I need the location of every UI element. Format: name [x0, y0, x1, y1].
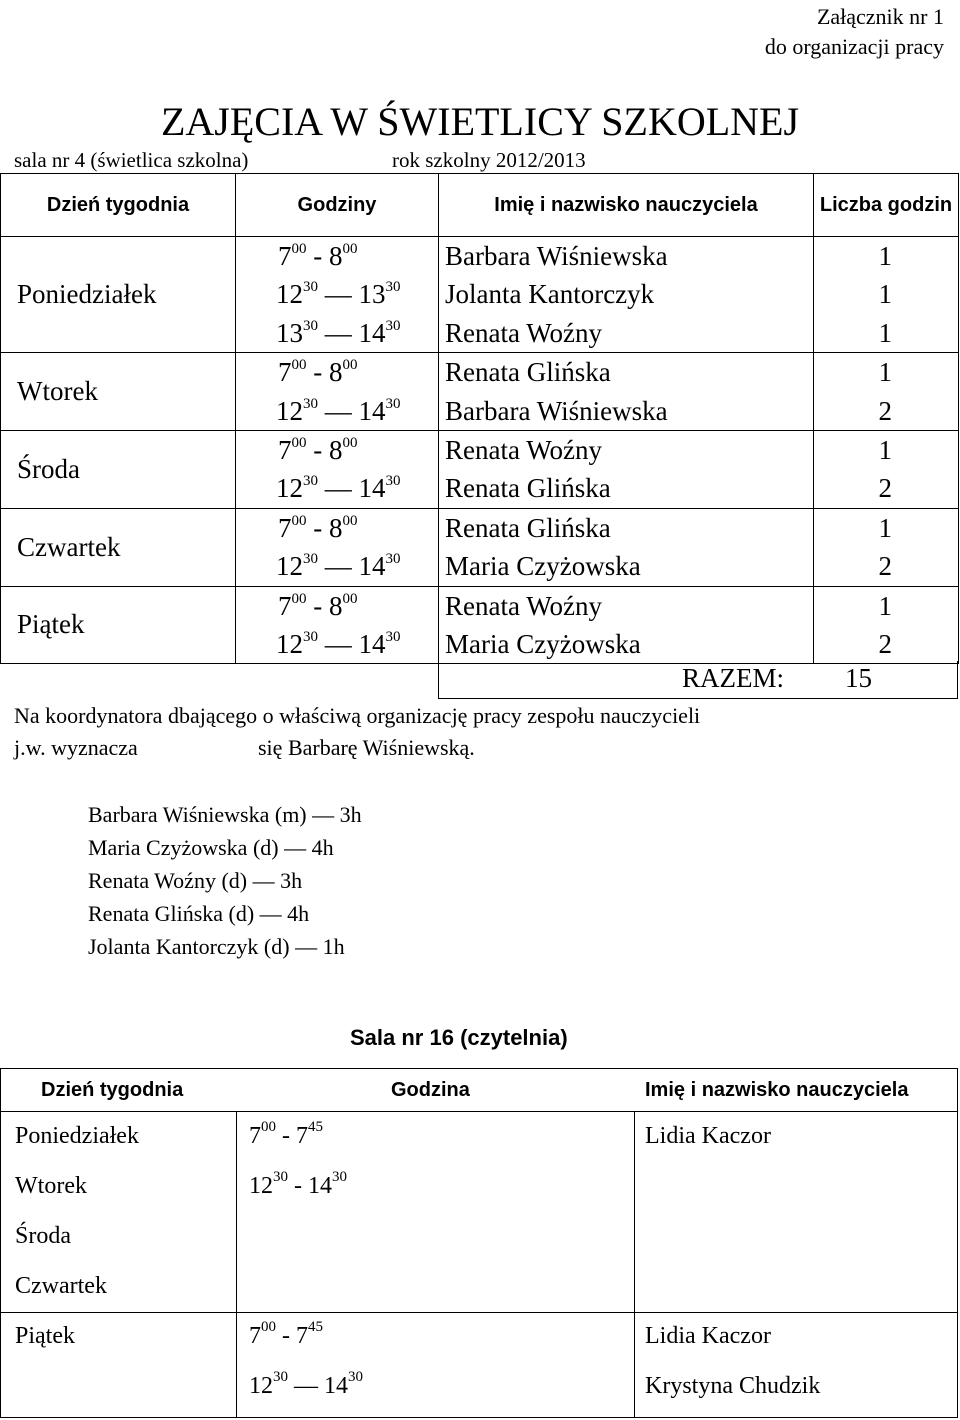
row-divider: [1, 1312, 957, 1313]
t2-day: Czwartek: [15, 1273, 107, 1299]
day-label: Piątek: [17, 609, 85, 640]
coordinator-note-line-1: Na koordynatora dbającego o właściwą organizację pracy zespołu nauczycieli: [14, 703, 701, 728]
teacher-name: Barbara Wiśniewska: [445, 395, 668, 426]
teacher-name: Renata Woźny: [445, 590, 603, 621]
schedule-day-row: [1, 353, 959, 431]
teacher-cell: [439, 237, 814, 353]
count-cell: [814, 237, 959, 353]
time-range: $12^{30}$ — $14^{30}$: [276, 473, 401, 504]
schedule-header-row: [1, 174, 959, 237]
time-range: $12^{30}$ — $13^{30}$: [276, 279, 401, 310]
t2-time: $12^{30}$ — $14^{30}$: [249, 1369, 363, 1399]
hours-cell: [236, 353, 439, 431]
teacher-name: Renata Glińska: [445, 512, 611, 543]
time-range: $7^{00} - 8^{00}$: [278, 357, 358, 388]
time-range: $12^{30}$ — $14^{30}$: [276, 551, 401, 582]
schedule-day-row: [1, 237, 959, 353]
t2-teacher: Lidia Kaczor: [645, 1323, 771, 1349]
summary-item: Jolanta Kantorczyk (d) — 1h: [88, 934, 345, 959]
day-label: Środa: [17, 453, 80, 484]
hours-count: 1: [878, 279, 892, 310]
t2-header-teacher: Imię i nazwisko nauczyciela: [645, 1079, 909, 1101]
day-cell: [1, 353, 236, 431]
hours-cell: [236, 508, 439, 586]
t2-header-day: Dzień tygodnia: [41, 1079, 184, 1101]
schedule-day-row: [1, 430, 959, 508]
header-day: Dzień tygodnia: [1, 174, 236, 237]
hours-count: 2: [878, 551, 892, 582]
attachment-note: [765, 2, 944, 62]
column-divider: [236, 1111, 237, 1417]
attachment-line-1: Załącznik nr 1: [816, 4, 944, 29]
teacher-name: Jolanta Kantorczyk: [445, 279, 655, 310]
teacher-cell: [439, 508, 814, 586]
day-cell: [1, 508, 236, 586]
header-divider: [1, 1111, 957, 1112]
teacher-name: Renata Glińska: [445, 473, 611, 504]
schedule-day-row: [1, 508, 959, 586]
header-teacher: Imię i nazwisko nauczyciela: [439, 174, 814, 237]
school-year-label: rok szkolny 2012/2013: [392, 148, 586, 172]
hours-cell: [236, 237, 439, 353]
attachment-line-2: do organizacji pracy: [764, 34, 944, 59]
teacher-name: Barbara Wiśniewska: [445, 241, 668, 271]
coordinator-note-line-2b: się Barbarę Wiśniewską.: [258, 735, 475, 760]
teacher-name: Maria Czyżowska: [445, 628, 641, 659]
reading-room-title: Sala nr 16 (czytelnia): [350, 1025, 568, 1050]
day-label: Poniedziałek: [17, 279, 157, 310]
time-range: $7^{00} - 8^{00}$: [278, 512, 358, 543]
teacher-cell: [439, 430, 814, 508]
summary-item: Renata Woźny (d) — 3h: [88, 868, 303, 893]
time-range: $12^{30}$ — $14^{30}$: [276, 628, 401, 659]
summary-item: Maria Czyżowska (d) — 4h: [88, 835, 334, 860]
day-cell: [1, 586, 236, 664]
hours-count: 1: [878, 512, 892, 543]
t2-time: $7^{00} - 7^{45}$: [249, 1319, 323, 1349]
time-range: $12^{30}$ — $14^{30}$: [276, 395, 401, 426]
t2-time: $7^{00} - 7^{45}$: [249, 1119, 323, 1149]
t2-time: $12^{30} - 14^{30}$: [249, 1169, 347, 1199]
time-range: $7^{00} - 8^{00}$: [278, 590, 358, 621]
day-label: Czwartek: [17, 531, 121, 562]
teacher-name: Renata Woźny: [445, 434, 603, 465]
count-cell: [814, 430, 959, 508]
hours-summary: [88, 798, 362, 963]
schedule-day-row: [1, 586, 959, 664]
t2-day: Piątek: [15, 1323, 75, 1349]
hours-count: 1: [878, 317, 892, 348]
t2-day: Wtorek: [15, 1173, 87, 1199]
header-count: Liczba godzin: [814, 174, 959, 237]
count-cell: [814, 508, 959, 586]
day-label: Wtorek: [17, 376, 98, 407]
teacher-name: Maria Czyżowska: [445, 551, 641, 582]
hours-count: 1: [878, 241, 892, 271]
hours-count: 1: [878, 434, 892, 465]
hours-cell: [236, 430, 439, 508]
header-hours: Godziny: [236, 174, 439, 237]
summary-item: Renata Glińska (d) — 4h: [88, 901, 310, 926]
teacher-cell: [439, 586, 814, 664]
total-row: [438, 661, 958, 699]
t2-day: Poniedziałek: [15, 1123, 139, 1149]
count-cell: [814, 353, 959, 431]
teacher-name: Renata Woźny: [445, 317, 603, 348]
time-range: $13^{30}$ — $14^{30}$: [276, 317, 401, 348]
reading-room-table: [0, 1068, 958, 1418]
t2-header-hours: Godzina: [391, 1079, 470, 1101]
time-range: $7^{00} - 8^{00}$: [278, 434, 358, 465]
day-cell: [1, 237, 236, 353]
room-label: sala nr 4 (świetlica szkolna): [14, 148, 249, 172]
schedule-table: [0, 173, 959, 664]
summary-item: Barbara Wiśniewska (m) — 3h: [88, 802, 362, 827]
hours-count: 1: [878, 590, 892, 621]
day-cell: [1, 430, 236, 508]
total-label: RAZEM:: [682, 663, 785, 693]
coordinator-note-line-2a: j.w. wyznacza: [14, 735, 138, 760]
teacher-cell: [439, 353, 814, 431]
count-cell: [814, 586, 959, 664]
page-title: ZAJĘCIA W ŚWIETLICY SZKOLNEJ: [160, 99, 800, 144]
hours-cell: [236, 586, 439, 664]
hours-count: 2: [878, 628, 892, 659]
hours-count: 2: [878, 473, 892, 504]
hours-count: 2: [878, 395, 892, 426]
teacher-name: Renata Glińska: [445, 357, 611, 388]
column-divider: [634, 1111, 635, 1417]
t2-teacher: Krystyna Chudzik: [645, 1373, 821, 1399]
time-range: $7^{00} - 8^{00}$: [278, 241, 358, 271]
t2-day: Środa: [15, 1223, 71, 1249]
total-value: 15: [845, 663, 872, 693]
hours-count: 1: [878, 357, 892, 388]
t2-teacher: Lidia Kaczor: [645, 1123, 771, 1149]
